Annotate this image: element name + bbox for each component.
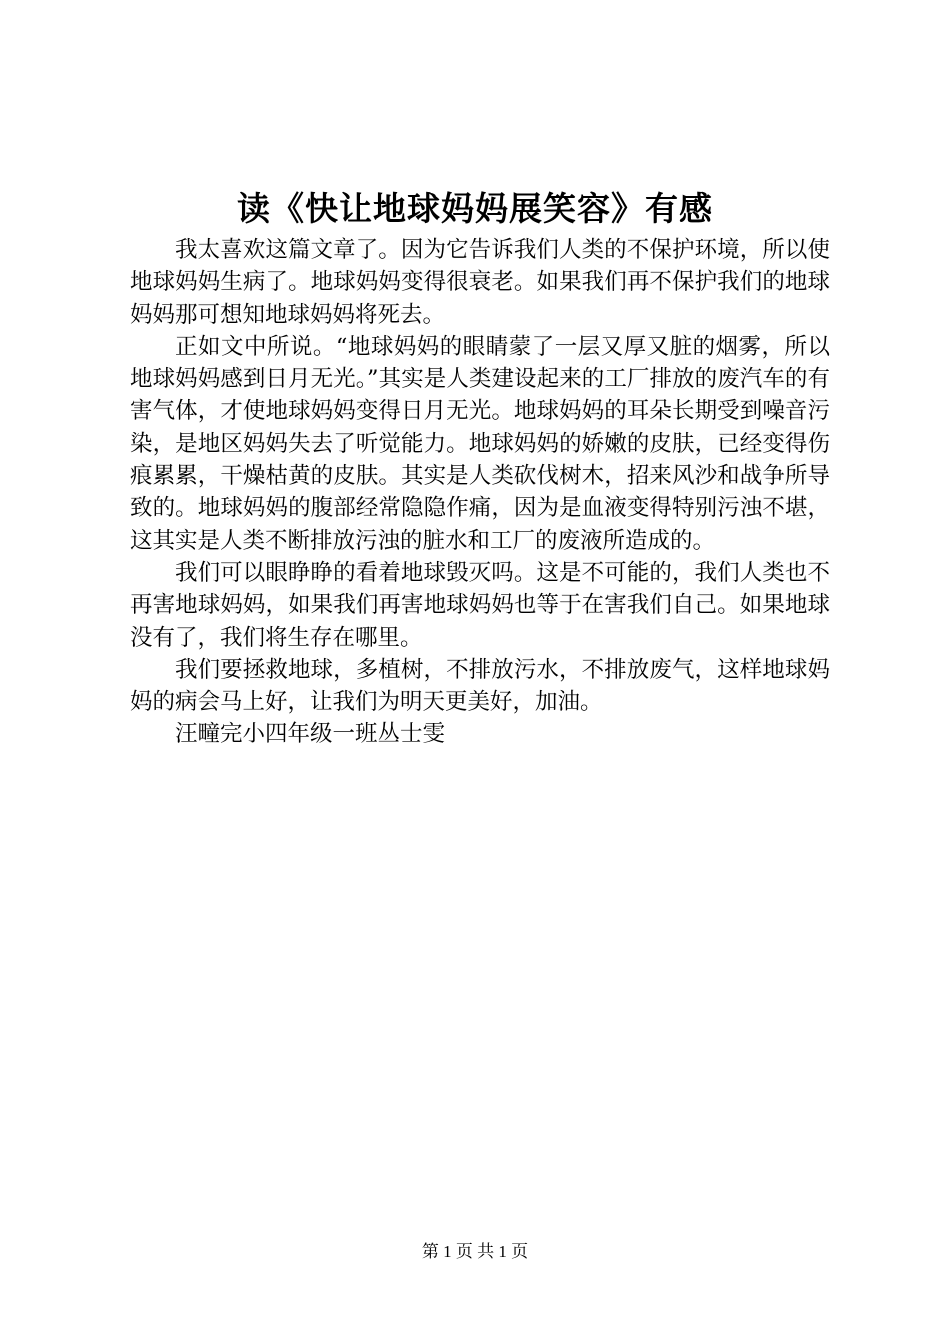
author-signature: 汪疃完小四年级一班丛士雯 — [175, 721, 446, 748]
paragraph-4: 我们要拯救地球，多植树，不排放污水，不排放废气，这样地球妈妈的病会马上好，让我们为明天更美好，加油。 — [130, 656, 830, 716]
paragraph-3: 我们可以眼睁睁的看着地球毁灭吗。这是不可能的，我们人类也不再害地球妈妈，如果我们再害地球妈妈也等于在害我们自己。如果地球没有了，我们将生存在哪里。 — [130, 559, 830, 651]
paragraph-1: 我太喜欢这篇文章了。因为它告诉我们人类的不保护环境，所以使地球妈妈生病了。地球妈妈变得很衰老。如果我们再不保护我们的地球妈妈那可想知地球妈妈将死去。 — [130, 237, 830, 328]
document-title: 读《快让地球妈妈展笑容》有感 — [237, 189, 713, 228]
document-body — [130, 234, 830, 751]
page-footer: 第 1 页 共 1 页 — [421, 1242, 529, 1261]
paragraph-2: 正如文中所说。“地球妈妈的眼睛蒙了一层又厚又脏的烟雾，所以地球妈妈感到日月无光。”其实是人类建设起来的工厂排放的废汽车的有害气体，才使地球妈妈变得日月无光。地球妈妈的耳朵长期受到噪音污染，是地区妈妈失去了听觉能力。地球妈妈的娇嫩的皮肤，已经变得伤痕累累，干燥枯黄的皮肤。其实是人类砍伐树木，招来风沙和战争所导致的。地球妈妈的腹部经常隐隐作痛，因为是血液变得特别污浊不堪，这其实是人类不断排放污浊的脏水和工厂的废液所造成的。 — [130, 333, 830, 554]
